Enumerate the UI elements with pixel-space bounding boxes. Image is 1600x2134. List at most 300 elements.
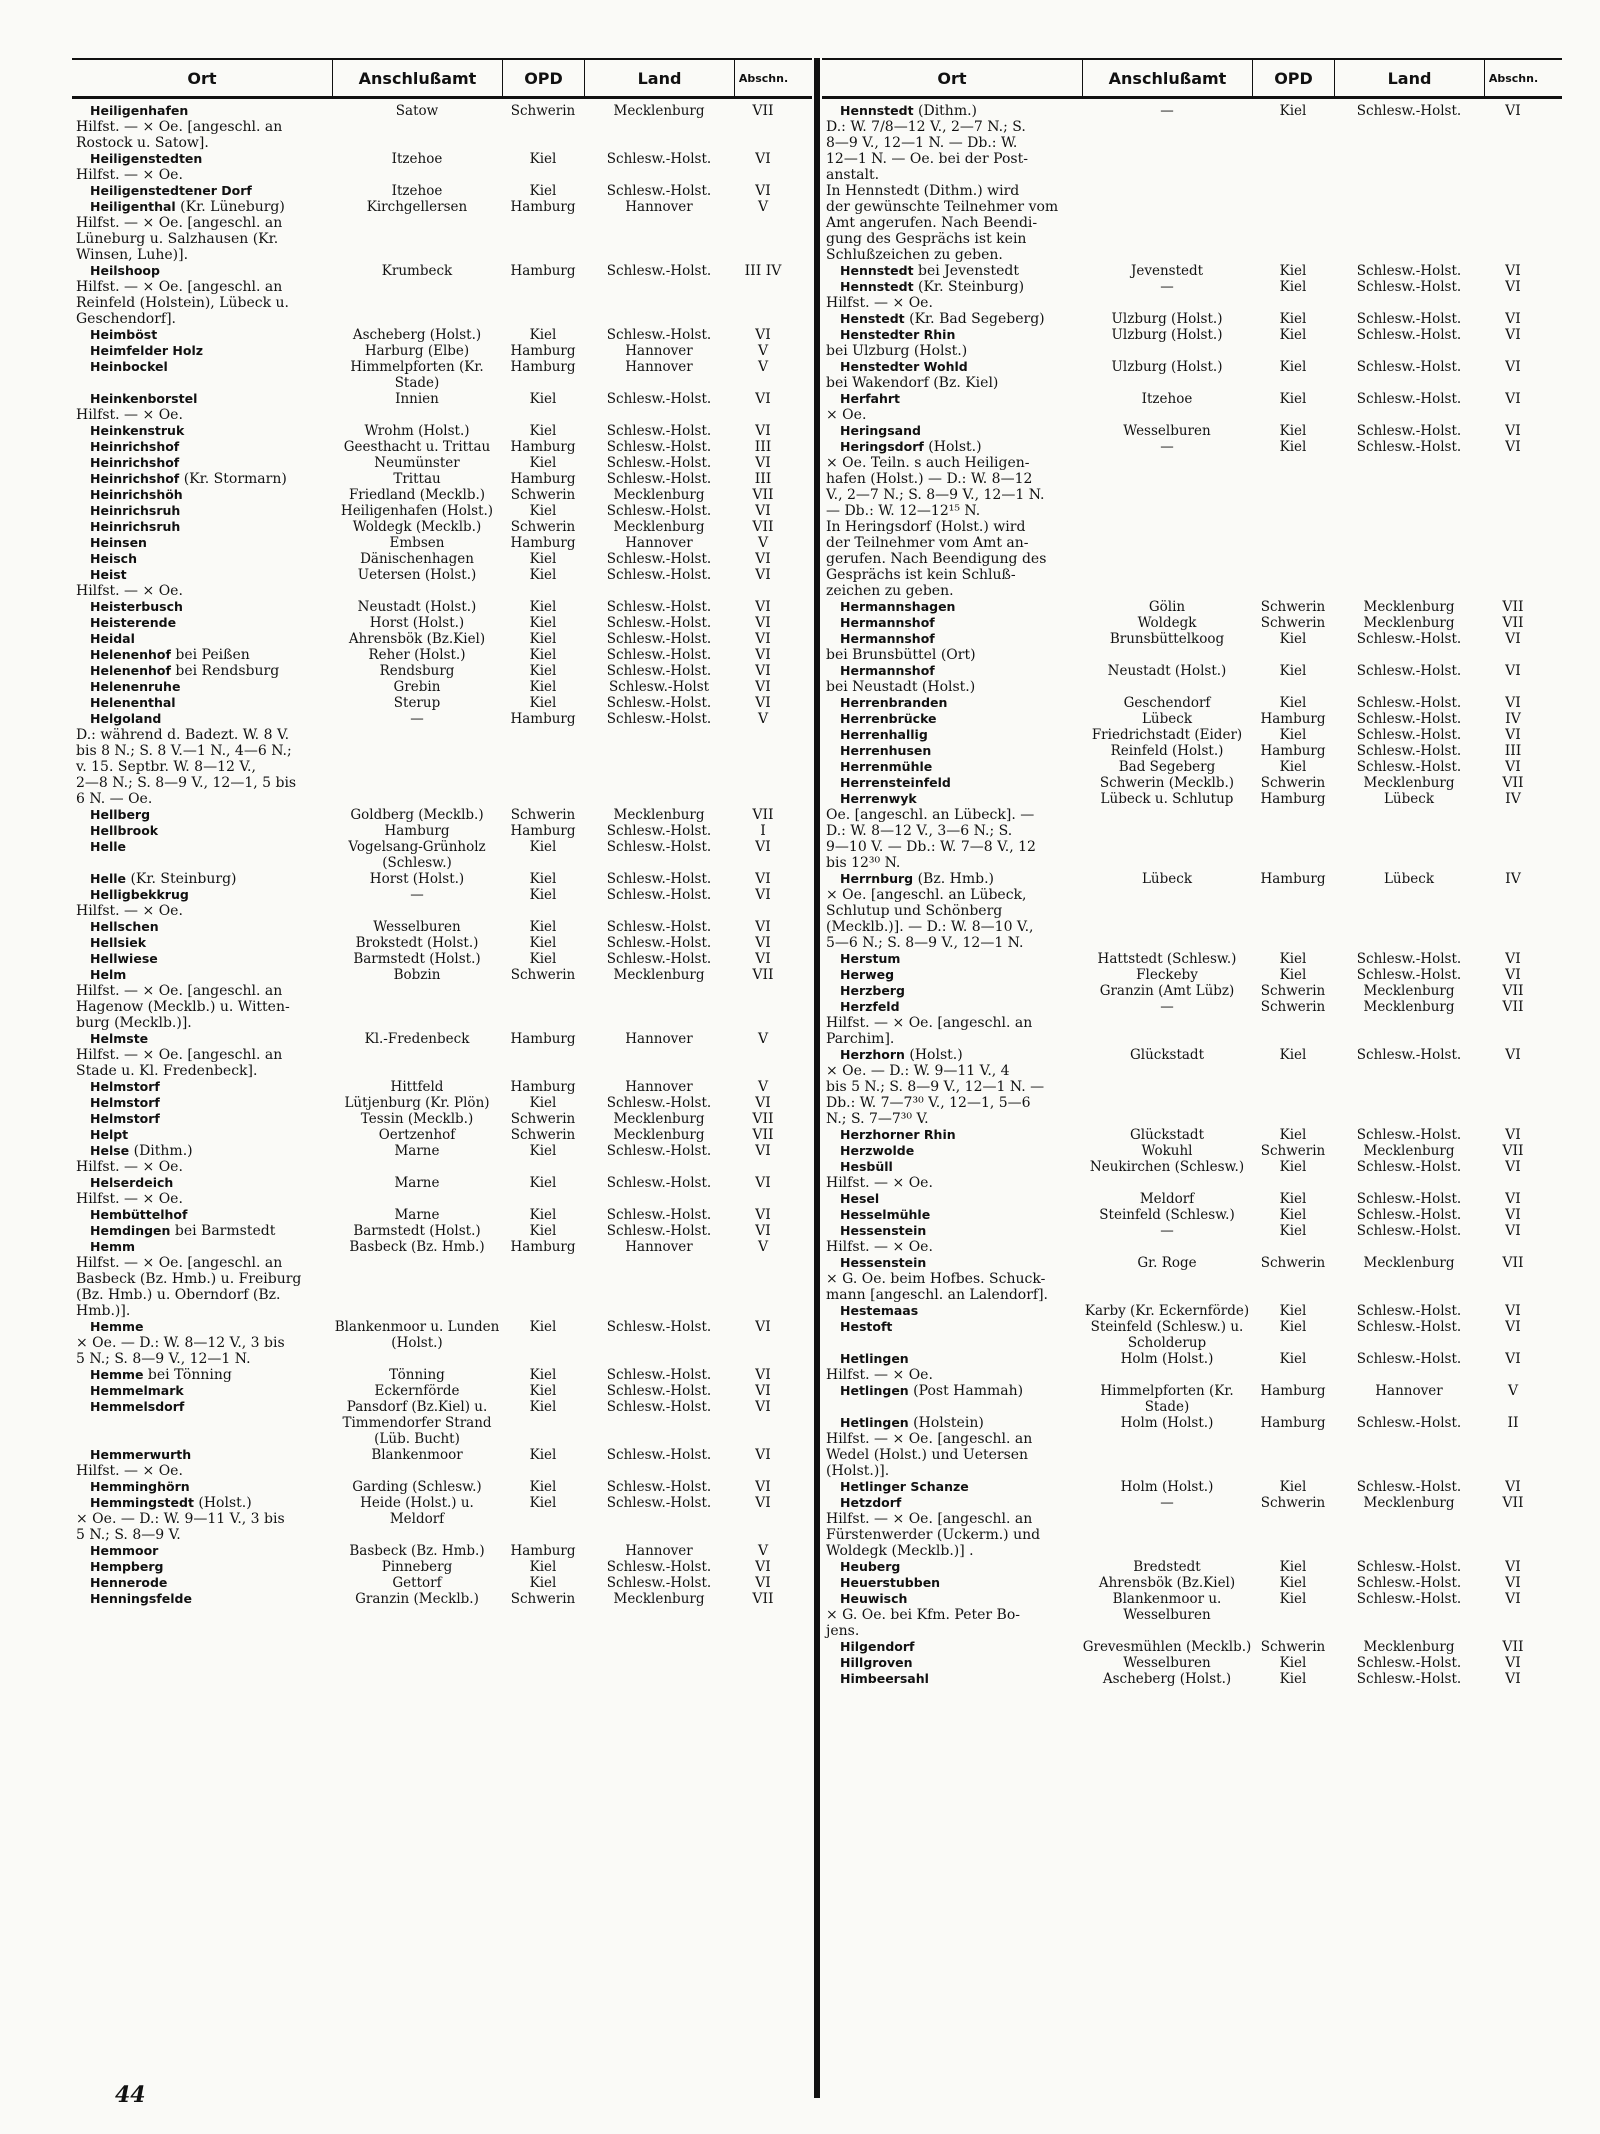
place-note: jens. [826,1623,860,1639]
anschlussamt-cell: Blankenmoor u. Lunden (Holst.) [334,1319,500,1351]
opd-cell: Kiel [1279,663,1307,679]
ort-cell [822,599,1082,615]
place-note: Hilfst. — × Oe. [76,407,183,423]
table-row [822,1591,1562,1639]
header-opd: OPD [1252,60,1334,96]
land-cell: Schlesw.-Holst. [606,183,712,199]
abschnitt-cell: VII [1502,775,1524,791]
header-land: Land [584,60,734,96]
place-name: Heinrichshof [90,471,180,486]
place-note: Stade u. Kl. Fredenbeck]. [76,1063,258,1079]
ort-cell [822,759,1082,775]
place-name: Helgoland [90,711,162,726]
opd-cell: Kiel [529,951,557,967]
opd-cell: Schwerin [510,519,576,535]
land-cell: Schlesw.-Holst. [1356,1415,1462,1431]
land-cell: Schlesw.-Holst. [606,695,712,711]
land-cell: Schlesw.-Holst. [606,887,712,903]
place-note: × Oe. Teiln. s auch Heiligen- [826,455,1030,471]
anschlussamt-cell: Ulzburg (Holst.) [1111,311,1223,327]
place-name: Henningsfelde [90,1591,192,1606]
abschnitt-cell: VI [1505,759,1521,775]
table-row [822,1159,1562,1191]
land-cell: Schlesw.-Holst. [1356,327,1462,343]
anschlussamt-cell: Itzehoe [1141,391,1193,407]
ort-cell [822,1303,1082,1319]
abschnitt-cell: V [757,199,769,215]
place-name: Hesselmühle [840,1207,931,1222]
ort-cell [822,1671,1082,1687]
place-note: Hilfst. — × Oe. [76,1191,183,1207]
place-note: bis 8 N.; S. 8 V.—1 N., 4—6 N.; [76,743,292,759]
opd-cell: Kiel [529,503,557,519]
land-cell: Mecklenburg [1363,1495,1455,1511]
abschnitt-cell: VI [1505,1127,1521,1143]
ort-cell [72,343,332,359]
land-cell: Schlesw.-Holst. [1356,1575,1462,1591]
place-name: Hemme [90,1319,144,1334]
place-qualifier: bei Peißen [175,647,250,663]
place-name: Herrenbranden [840,695,948,710]
place-name: Heinkenborstel [90,391,198,406]
abschnitt-cell: VI [755,615,771,631]
ort-cell [72,1575,332,1591]
abschnitt-cell: VI [1505,727,1521,743]
anschlussamt-cell: — [1160,1223,1174,1239]
place-name: Heinrichsruh [90,503,181,518]
place-name: Herrenbrücke [840,711,937,726]
place-note: Hilfst. — × Oe. [826,1367,933,1383]
table-row [822,631,1562,663]
place-note: × Oe. — D.: W. 8—12 V., 3 bis [76,1335,285,1351]
opd-cell: Schwerin [1260,1495,1326,1511]
place-note: Hilfst. — × Oe. [angeschl. an [76,119,283,135]
ort-cell [72,919,332,935]
table-row [72,1079,812,1095]
opd-cell: Kiel [1279,1559,1307,1575]
opd-cell: Schwerin [1260,999,1326,1015]
anschlussamt-cell: Horst (Holst.) [369,871,465,887]
place-name: Herzhorn [840,1047,905,1062]
anschlussamt-cell: Hittfeld [390,1079,444,1095]
opd-cell: Kiel [529,1383,557,1399]
place-note: Oe. [angeschl. an Lübeck]. — [826,807,1035,823]
anschlussamt-cell: Ahrensbök (Bz.Kiel) [348,631,486,647]
place-note: 5—6 N.; S. 8—9 V., 12—1 N. [826,935,1024,951]
opd-cell: Kiel [529,1399,557,1415]
ort-cell [72,263,332,327]
place-note: bis 12³⁰ N. [826,855,901,871]
header-ort: Ort [937,68,967,88]
abschnitt-cell: VI [755,1143,771,1159]
abschnitt-cell: VI [755,919,771,935]
ort-cell [72,1223,332,1239]
opd-cell: Schwerin [1260,615,1326,631]
place-name: Hennerode [90,1575,168,1590]
place-name: Hellbrook [90,823,159,838]
ort-cell [822,1351,1082,1383]
place-qualifier: (Kr. Bad Segeberg) [909,311,1045,327]
table-row [72,951,812,967]
land-cell: Schlesw.-Holst. [606,711,712,727]
land-cell: Schlesw.-Holst. [1356,103,1462,119]
table-row [822,695,1562,711]
place-name: Herfahrt [840,391,901,406]
opd-cell: Kiel [529,679,557,695]
place-name: Helserdeich [90,1175,174,1190]
ort-cell [72,503,332,519]
anschlussamt-cell: Glückstadt [1129,1127,1204,1143]
opd-cell: Kiel [1279,967,1307,983]
table-row [822,359,1562,391]
ort-cell [822,727,1082,743]
table-row [72,823,812,839]
place-name: Herzhorner Rhin [840,1127,956,1142]
place-name: Heinbockel [90,359,168,374]
table-row [822,871,1562,951]
place-name: Hetlingen [840,1415,909,1430]
abschnitt-cell: VI [755,1207,771,1223]
ort-cell [72,1319,332,1367]
anschlussamt-cell: Heide (Holst.) u. Meldorf [360,1495,474,1527]
place-note: Hilfst. — × Oe. [angeschl. an [826,1431,1033,1447]
table-row [822,967,1562,983]
anschlussamt-cell: Gettorf [392,1575,442,1591]
opd-cell: Kiel [1279,1303,1307,1319]
opd-cell: Kiel [1279,1159,1307,1175]
place-name: Hetlingen [840,1351,909,1366]
table-row [822,1559,1562,1575]
anschlussamt-cell: Pansdorf (Bz.Kiel) u. Timmendorfer Strand (Lüb. Bucht) [342,1399,492,1447]
place-name: Hesbüll [840,1159,893,1174]
table-row [72,919,812,935]
anschlussamt-cell: Gölin [1148,599,1186,615]
opd-cell: Kiel [529,391,557,407]
place-name: Hellschen [90,919,159,934]
place-name: Himbeersahl [840,1671,929,1686]
table-row [72,967,812,1031]
land-cell: Schlesw.-Holst. [1356,1591,1462,1607]
table-row [822,1655,1562,1671]
anschlussamt-cell: Marne [394,1143,440,1159]
table-row [72,695,812,711]
opd-cell: Kiel [529,1447,557,1463]
land-cell: Schlesw.-Holst. [606,1143,712,1159]
land-cell: Schlesw.-Holst. [1356,663,1462,679]
land-cell: Schlesw.-Holst. [1356,1159,1462,1175]
table-row [72,711,812,807]
land-cell: Mecklenburg [1363,599,1455,615]
place-name: Helmstorf [90,1079,160,1094]
table-row [72,551,812,567]
place-name: Heimfelder Holz [90,343,204,358]
place-note: — Db.: W. 12—12¹⁵ N. [826,503,981,519]
place-name: Helmstorf [90,1111,160,1126]
opd-cell: Schwerin [1260,983,1326,999]
place-name: Hellsiek [90,935,147,950]
opd-cell: Kiel [529,1207,557,1223]
abschnitt-cell: VI [1505,311,1521,327]
ort-cell [72,1095,332,1111]
abschnitt-cell: VI [1505,663,1521,679]
table-row [822,1047,1562,1127]
table-header [822,58,1562,99]
table-row [72,183,812,199]
opd-cell: Kiel [1279,1479,1307,1495]
abschnitt-cell: V [757,1031,769,1047]
anschlussamt-cell: Geesthacht u. Trittau [343,439,491,455]
place-name: Hennstedt [840,263,914,278]
opd-cell: Schwerin [1260,1639,1326,1655]
land-cell: Schlesw.-Holst. [1356,423,1462,439]
anschlussamt-cell: Bad Segeberg [1118,759,1216,775]
opd-cell: Kiel [529,1575,557,1591]
abschnitt-cell: VI [1505,967,1521,983]
place-name: Heinrichsruh [90,519,181,534]
place-name: Heuwisch [840,1591,908,1606]
table-row [72,1223,812,1239]
abschnitt-cell: VII [752,1127,774,1143]
land-cell: Mecklenburg [613,519,705,535]
page-number: 44 [115,2082,146,2108]
abschnitt-cell: III [754,471,772,487]
table-row [72,679,812,695]
anschlussamt-cell: Tönning [389,1367,445,1383]
land-cell: Schlesw.-Holst. [1356,1127,1462,1143]
place-name: Hemmelsdorf [90,1399,185,1414]
place-name: Hermannshof [840,615,935,630]
abschnitt-cell: VII [1502,1255,1524,1271]
anschlussamt-cell: Trittau [393,471,441,487]
table-row [72,487,812,503]
opd-cell: Hamburg [510,1031,576,1047]
place-name: Herzberg [840,983,905,998]
abschnitt-cell: VI [755,391,771,407]
place-note: In Hennstedt (Dithm.) wird [826,183,1020,199]
place-name: Henstedt [840,311,905,326]
opd-cell: Schwerin [510,807,576,823]
abschnitt-cell: VII [1502,1143,1524,1159]
anschlussamt-cell: Uetersen (Holst.) [357,567,477,583]
abschnitt-cell: VI [1505,1559,1521,1575]
anschlussamt-cell: Barmstedt (Holst.) [353,1223,481,1239]
ort-cell [822,1575,1082,1591]
place-name: Hermannshof [840,663,935,678]
land-cell: Schlesw.-Holst. [606,919,712,935]
abschnitt-cell: VI [1505,279,1521,295]
table-row [822,439,1562,599]
table-row [72,1127,812,1143]
land-cell: Mecklenburg [1363,1639,1455,1655]
ort-cell [822,1479,1082,1495]
place-name: Heimböst [90,327,158,342]
ort-cell [822,391,1082,423]
anschlussamt-cell: Himmelpforten (Kr. Stade) [350,359,484,391]
table-row [822,791,1562,871]
place-name: Hessenstein [840,1255,927,1270]
abschnitt-cell: VI [755,503,771,519]
place-name: Herrnburg [840,871,914,886]
place-note: der gewünschte Teilnehmer vom [826,199,1059,215]
opd-cell: Hamburg [510,823,576,839]
land-cell: Hannover [625,1239,693,1255]
table-row [822,1383,1562,1415]
place-note: Amt angerufen. Nach Beendi- [826,215,1038,231]
abschnitt-cell: VI [755,1095,771,1111]
ort-cell [72,967,332,1031]
land-cell: Mecklenburg [613,487,705,503]
opd-cell: Kiel [529,1223,557,1239]
table-row [72,199,812,263]
directory-page [72,58,1562,2088]
opd-cell: Schwerin [1260,1143,1326,1159]
abschnitt-cell: VI [755,1319,771,1335]
anschlussamt-cell: Ulzburg (Holst.) [1111,359,1223,375]
anschlussamt-cell: Granzin (Mecklb.) [355,1591,479,1607]
place-note: (Holst.)]. [826,1463,890,1479]
ort-cell [72,199,332,263]
anschlussamt-cell: — [1160,439,1174,455]
ort-cell [72,887,332,919]
anschlussamt-cell: Barmstedt (Holst.) [353,951,481,967]
abschnitt-cell: VII [752,967,774,983]
abschnitt-cell: VI [755,839,771,855]
anschlussamt-cell: Oertzenhof [378,1127,456,1143]
abschnitt-cell: IV [1505,871,1521,887]
abschnitt-cell: VI [755,551,771,567]
table-row [822,775,1562,791]
place-note: Schlußzeichen zu geben. [826,247,1003,263]
abschnitt-cell: V [757,1079,769,1095]
opd-cell: Schwerin [1260,599,1326,615]
anschlussamt-cell: Holm (Holst.) [1120,1415,1214,1431]
place-name: Herweg [840,967,895,982]
land-cell: Schlesw.-Holst. [606,1095,712,1111]
place-note: × G. Oe. bei Kfm. Peter Bo- [826,1607,1020,1623]
ort-cell [72,1239,332,1319]
table-row [72,935,812,951]
anschlussamt-cell: Bredstedt [1133,1559,1201,1575]
abschnitt-cell: VI [1505,1223,1521,1239]
table-row [72,455,812,471]
anschlussamt-cell: Basbeck (Bz. Hmb.) [349,1543,485,1559]
place-note: bei Ulzburg (Holst.) [826,343,968,359]
ort-cell [822,951,1082,967]
ort-cell [72,103,332,151]
place-name: Heisch [90,551,137,566]
abschnitt-cell: VI [1505,1655,1521,1671]
opd-cell: Kiel [529,919,557,935]
place-note: zeichen zu geben. [826,583,954,599]
abschnitt-cell: VI [755,679,771,695]
ort-cell [72,615,332,631]
place-note: v. 15. Septbr. W. 8—12 V., [76,759,256,775]
abschnitt-cell: VI [755,1223,771,1239]
anschlussamt-cell: Horst (Holst.) [369,615,465,631]
abschnitt-cell: VI [1505,1207,1521,1223]
land-cell: Schlesw.-Holst. [1356,439,1462,455]
anschlussamt-cell: — [1160,1495,1174,1511]
place-name: Herrenmühle [840,759,933,774]
place-name: Hilgendorf [840,1639,915,1654]
ort-cell [72,1479,332,1495]
table-row [72,343,812,359]
land-cell: Schlesw.-Holst. [1356,1671,1462,1687]
anschlussamt-cell: Grevesmühlen (Mecklb.) [1082,1639,1252,1655]
abschnitt-cell: V [757,359,769,375]
abschnitt-cell: VI [755,647,771,663]
opd-cell: Schwerin [510,1111,576,1127]
anschlussamt-cell: Ascheberg (Holst.) [352,327,482,343]
ort-cell [822,1143,1082,1159]
place-name: Helenenhof [90,647,171,662]
table-row [822,615,1562,631]
opd-cell: Kiel [529,1495,557,1511]
anschlussamt-cell: Lübeck [1141,871,1193,887]
place-name: Heringsand [840,423,921,438]
land-cell: Schlesw.-Holst. [606,1559,712,1575]
ort-cell [822,711,1082,727]
anschlussamt-cell: — [1160,279,1174,295]
land-cell: Schlesw.-Holst. [1356,1559,1462,1575]
land-cell: Mecklenburg [1363,1143,1455,1159]
table-row [822,103,1562,263]
land-cell: Lübeck [1383,791,1435,807]
abschnitt-cell: II [1507,1415,1519,1431]
place-name: Helligbekkrug [90,887,189,902]
abschnitt-cell: VII [752,807,774,823]
abschnitt-cell: VII [752,1111,774,1127]
abschnitt-cell: VII [1502,599,1524,615]
land-cell: Schlesw.-Holst. [606,1383,712,1399]
table-row [72,151,812,183]
anschlussamt-cell: Holm (Holst.) [1120,1479,1214,1495]
anschlussamt-cell: Itzehoe [391,151,443,167]
ort-cell [822,1655,1082,1671]
place-name: Hemdingen [90,1223,171,1238]
opd-cell: Hamburg [1260,871,1326,887]
table-row [72,327,812,343]
opd-cell: Hamburg [510,343,576,359]
ort-cell [822,311,1082,327]
place-name: Hennstedt [840,103,914,118]
table-row [72,1591,812,1607]
table-row [72,423,812,439]
land-cell: Mecklenburg [1363,615,1455,631]
land-cell: Schlesw.-Holst. [606,1223,712,1239]
land-cell: Hannover [625,535,693,551]
opd-cell: Schwerin [1260,1255,1326,1271]
abschnitt-cell: VI [755,1367,771,1383]
anschlussamt-cell: Neumünster [374,455,460,471]
table-row [822,1495,1562,1559]
ort-cell [72,1079,332,1095]
land-cell: Mecklenburg [1363,999,1455,1015]
opd-cell: Kiel [1279,359,1307,375]
opd-cell: Kiel [1279,1207,1307,1223]
place-note: Hilfst. — × Oe. [angeschl. an [76,1255,283,1271]
header-ort: Ort [187,68,217,88]
place-note: 6 N. — Oe. [76,791,153,807]
opd-cell: Kiel [529,839,557,855]
ort-cell [72,391,332,423]
land-cell: Schlesw.-Holst. [606,1575,712,1591]
ort-cell [72,647,332,663]
ort-cell [72,455,332,471]
land-cell: Schlesw.-Holst. [606,439,712,455]
place-name: Henstedter Rhin [840,327,956,342]
land-cell: Schlesw.-Holst. [606,1495,712,1511]
